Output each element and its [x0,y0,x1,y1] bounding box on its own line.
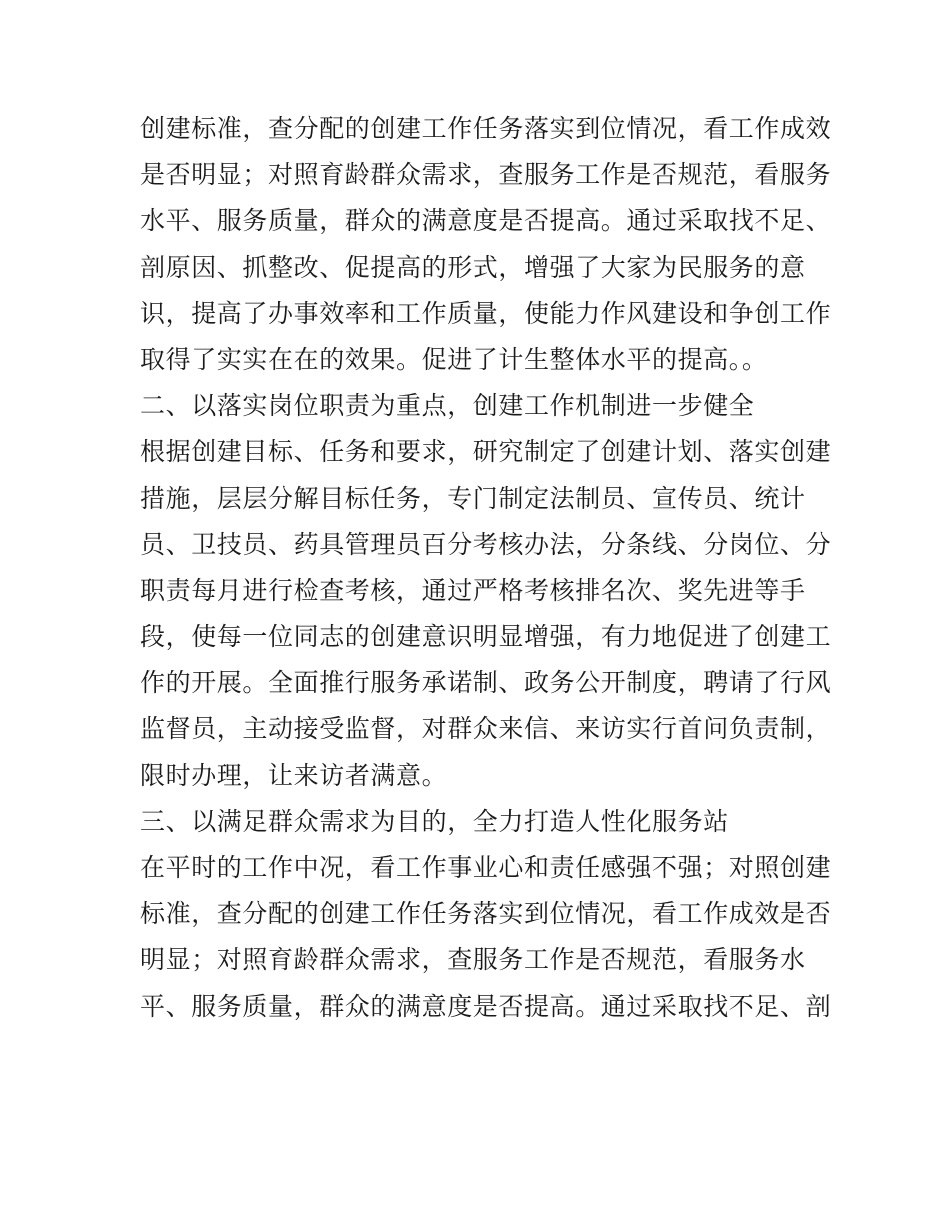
text-line: 标准，查分配的创建工作任务落实到位情况，看工作成效是否 [140,899,832,929]
text-line: 在平时的工作中况，看工作事业心和责任感强不强；对照创建 [140,853,832,882]
text-line: 明显；对照育龄群众需求，查服务工作是否规范，看服务水 [140,945,806,975]
text-line: 段，使每一位同志的创建意识明显增强，有力地促进了创建工 [140,622,832,652]
text-line: 根据创建目标、任务和要求，研究制定了创建计划、落实创建 [140,437,832,467]
text-line: 平、服务质量，群众的满意度是否提高。通过采取找不足、剖 [140,991,832,1021]
text-line: 员、卫技员、药具管理员百分考核办法，分条线、分岗位、分 [140,529,832,559]
text-line: 是否明显；对照育龄群众需求，查服务工作是否规范，看服务 [140,160,832,190]
text-line: 识，提高了办事效率和工作质量，使能力作风建设和争创工作 [140,298,832,328]
section-heading-3: 三、以满足群众需求为目的，全力打造人性化服务站 [140,806,729,836]
text-line: 监督员，主动接受监督，对群众来信、来访实行首问负责制， [140,714,832,744]
text-line: 措施，层层分解目标任务，专门制定法制员、宣传员、统计 [140,483,806,513]
text-line: 水平、服务质量，群众的满意度是否提高。通过采取找不足、 [140,206,832,236]
text-line: 限时办理，让来访者满意。 [140,760,448,790]
body-text [140,106,832,1030]
text-line: 剖原因、抓整改、促提高的形式，增强了大家为民服务的意 [140,252,806,282]
text-line: 创建标准，查分配的创建工作任务落实到位情况，看工作成效 [140,114,832,143]
text-line: 取得了实实在在的效果。促进了计生整体水平的提高。。 [140,344,768,374]
text-line: 职责每月进行检查考核，通过严格考核排名次、奖先进等手 [140,575,806,605]
text-line: 作的开展。全面推行服务承诺制、政务公开制度，聘请了行风 [140,668,832,698]
section-heading-2: 二、以落实岗位职责为重点，创建工作机制进一步健全 [140,391,755,421]
